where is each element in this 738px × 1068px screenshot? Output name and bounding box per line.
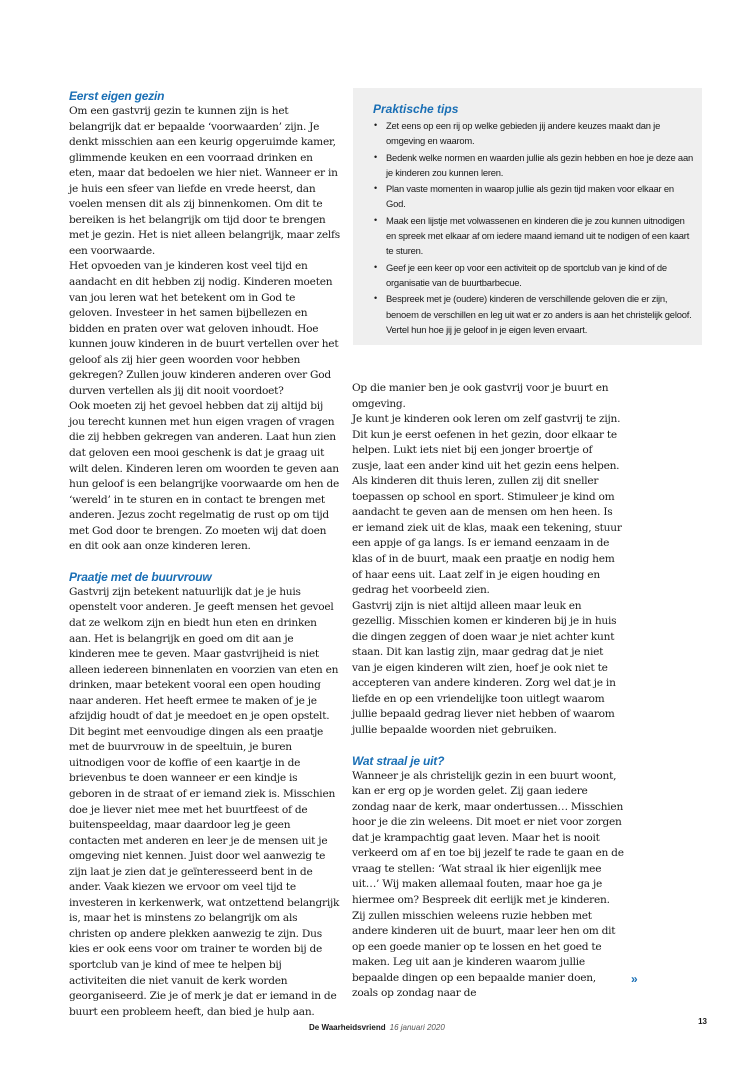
paragraph: Op die manier ben je ook gastvrij voor je buurt en omgeving. — [352, 382, 609, 410]
page-footer — [309, 1017, 707, 1031]
tip-item — [373, 118, 693, 149]
right-column — [352, 381, 624, 1002]
paragraph: Gastvrij zijn is niet altijd alleen maar leuk en gezellig. Misschien komen er kinderen bij je in huis die dingen zeggen of doen waar je niet achter kunt staan. Dit kan lastig zijn, maar gedrag dat je niet van je eigen kinderen wilt zien, hoef je ook niet te accepteren van andere kinderen. Zorg wel dat je in liefde en op een vriendelijke toon uitlegt waarom jullie bepaald gedrag liever niet hebben of waarom jullie bepaalde woorden niet gebruiken. — [352, 599, 617, 737]
practical-tips-box — [353, 88, 702, 345]
tip-text: Bespreek met je (oudere) kinderen de verschillende geloven die er zijn, benoem de verschillen en leg uit wat er zo anders is aan het christelijk geloof. Vertel hun hoe jij je geloof in je eigen leven ervaart. — [386, 293, 692, 335]
paragraph: Gastvrij zijn betekent natuurlijk dat je je huis openstelt voor anderen. Je geeft mensen het gevoel dat ze welkom zijn en biedt hun eten en drinken aan. Het is belangrijk en goed om dit aan je kinderen mee te geven. Maar gastvrijheid is niet alleen iedereen binnenlaten en voorzien van eten en drinken, maar betekent vooral een open houding naar anderen. Het heeft ermee te maken of je je afzijdig houdt of dat je meedoet en je open opstelt. Dit begint met eenvoudige dingen als een praatje met de buurvrouw in de speeltuin, je buren uitnodigen voor de koffie of een kaartje in de brievenbus te doen wanneer er een kindje is geboren in de straat of er iemand ziek is. Misschien doe je liever niet mee met het buurtfeest of de buitenspeeldag, maar daardoor leg je geen contacten met anderen en leer je de mensen uit je omgeving niet kennen. Juist door wel aanwezig te zijn laat je zien dat je geïnteresseerd bent in de ander. Vaak kiezen we ervoor om veel tijd te investeren in kerkenwerk, wat ontzettend belangrijk is, maar het is minstens zo belangrijk om als christen op andere plekken aanwezig te zijn. Dus kies er ook eens voor om trainer te worden bij de sportclub van je kind of mee te helpen bij activiteiten die niet vanuit de kerk worden georganiseerd. Zie je of merk je dat er iemand in de buurt een probleem heeft, dan bied je hulp aan. — [69, 585, 340, 1018]
tip-item — [373, 260, 693, 291]
tip-text: Geef je een keer op voor een activiteit op de sportclub van je kind of de organisatie van de buurtbarbecue. — [386, 261, 667, 288]
bullet-icon: • — [374, 293, 377, 304]
spacer — [352, 739, 624, 753]
paragraph: Je kunt je kinderen ook leren om zelf gastvrij te zijn. Dit kun je eerst oefenen in het gezin, door elkaar te helpen. Lukt iets niet bij een jonger broertje of zusje, laat een ander kind uit het gezin eens helpen. Als kinderen dit thuis leren, zullen zij dit sneller toepassen op school en sport. Stimuleer je kind om aandacht te geven aan de mensen om hen heen. Is er iemand ziek uit de klas, maak een tekening, stuur een appje of ga langs. Is er iemand eenzaam in de klas of in de buurt, maak een praatje en nodig hem of haar eens uit. Laat zelf in je eigen houding en gedrag het voorbeeld zien. — [352, 413, 622, 597]
publication-date: 16 januari 2020 — [389, 1023, 445, 1032]
paragraph: Ook moeten zij het gevoel hebben dat zij altijd bij jou terecht kunnen met hun eigen vragen of vragen die zij hebben gekregen van anderen. Laat hun zien dat geloven een mooi geschenk is dat je graag uit wilt delen. Kinderen leren om woorden te geven aan hun geloof is een belangrijke voorwaarde om hen de ‘wereld’ in te sturen en in contact te brengen met anderen. Jezus zocht regelmatig de rust op om tijd met God door te brengen. Zo moeten wij dat doen en dit ook aan onze kinderen leren. — [69, 400, 340, 553]
spacer — [69, 555, 341, 569]
bullet-icon: • — [374, 120, 377, 130]
left-column — [69, 88, 341, 1020]
tips-content — [373, 101, 693, 338]
tip-item — [373, 150, 693, 181]
bullet-icon: • — [374, 214, 377, 225]
publication-name: De Waarheidsvriend — [309, 1023, 386, 1032]
bullet-icon: • — [374, 261, 377, 272]
tip-text: Maak een lijstje met volwassenen en kinderen die je zou kunnen uitnodigen en spreek met elkaar af om iedere maand iemand uit te nodigen of een kaart te sturen. — [386, 214, 690, 257]
continue-arrow-icon: » — [631, 972, 638, 986]
bullet-icon: • — [374, 151, 377, 162]
paragraph: Wanneer je als christelijk gezin in een buurt woont, kan er erg op je worden gelet. Zij gaan iedere zondag naar de kerk, maar ondertussen… Misschien hoor je die zin weleens. Dit moet er niet voor zorgen dat je krampachtig gaat leven. Maar het is nooit verkeerd om af en toe bij jezelf te rade te gaan en de vraag te stellen: ‘Wat straal ik hier eigenlijk mee uit…’ Wij maken allemaal fouten, maar hoe ga je hiermee om? Bespreek dit eerlijk met je kinderen. Zij zullen misschien weleens ruzie hebben met andere kinderen uit de buurt, maar leer hen om dit op een goede manier op te lossen en het goed te maken. Leg uit aan je kinderen waarom jullie bepaalde dingen op een bepaalde manier doen, zoals op zondag naar de — [352, 769, 624, 1000]
section-heading-praatje-met-de-buurvrouw: Praatje met de buurvrouw — [69, 569, 212, 584]
tip-text: Bedenk welke normen en waarden jullie als gezin hebben en hoe je deze aan je kinderen zou kunnen leren. — [386, 151, 693, 178]
page-number: 13 — [698, 1017, 707, 1026]
bullet-icon: • — [374, 183, 377, 194]
section-heading-eerst-eigen-gezin: Eerst eigen gezin — [69, 89, 165, 103]
tip-item — [373, 181, 693, 212]
tips-list — [373, 118, 693, 337]
tip-item — [373, 213, 693, 259]
tip-text: Plan vaste momenten in waarop jullie als gezin tijd maken voor elkaar en God. — [386, 183, 674, 210]
section-heading-wat-straal-je-uit: Wat straal je uit? — [352, 753, 445, 768]
tip-item — [373, 291, 693, 337]
paragraph: Het opvoeden van je kinderen kost veel tijd en aandacht en dit hebben zij nodig. Kinderen moeten van jou leren wat het betekent om in God te geloven. Investeer in het samen bijbellezen en bidden en praten over wat geloven inhoudt. Hoe kunnen jouw kinderen in de buurt vertellen over het geloof als zij hier geen woorden voor hebben gekregen? Zullen jouw kinderen anderen over God durven vertellen als jij dit nooit voordoet? — [69, 260, 339, 397]
tip-text: Zet eens op een rij op welke gebieden jij andere keuzes maakt dan je omgeving en waarom. — [386, 120, 661, 147]
tips-heading: Praktische tips — [373, 102, 459, 116]
paragraph: Om een gastvrij gezin te kunnen zijn is het belangrijk dat er bepaalde ‘voorwaarden’ zijn. Je denkt misschien aan een keurig opgeruimde kamer, glimmende keuken en een voorraad drinken en eten, maar dat bedoelen we hier niet. Wanneer er in je huis een sfeer van liefde en vrede heerst, dan voelen mensen dit als zij binnenkomen. Om dit te bereiken is het belangrijk om tijd door te brengen met je gezin. Het is niet alleen belangrijk, maar zelfs een voorwaarde. — [69, 105, 340, 257]
